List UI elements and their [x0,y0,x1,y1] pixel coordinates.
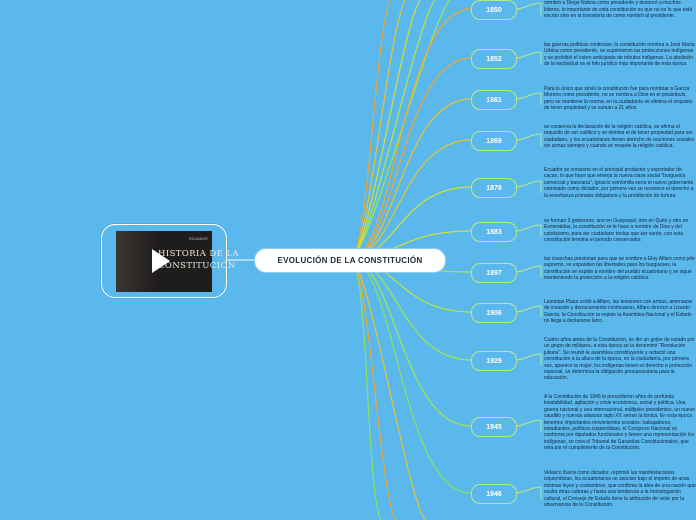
branch-text-1883: se forman 3 gobiernos, uno en Guayaquil, otro en Quito y otro en Esmeraldas, la constitución se le hace a nombre de Dios y del catolicismo, para ser ciudadano tenías que ser varón, con esta constitución termina el periodo conservador. [544,218,689,244]
year-node-1861[interactable] [471,90,517,110]
branch-text-1852: las guerras políticas continúan, la constitución nombra a José María Urbina como presidente, se suprimieron las protecciones indígenas y se prohibió el cobro anticipado de tributos indígenas. La abolición de la esclavitud es el hito jurídico más importante de esta época. [544,42,695,68]
central-topic-label: EVOLUCIÓN DE LA CONSTITUCIÓN [277,256,423,265]
year-label: 1929 [486,357,502,365]
year-label: 1861 [486,96,502,104]
branch-connector-offscreen [350,0,410,259]
branch-text-1878: Ecuador se convierte en el principal productor y exportador de cacao, lo que hace que emerja la nueva clase social "burguesía comercial y bancaria", Ignacio veintimilla sería el nuevo gobernante nominado como dictador, por primera vez se reconoce el derecho a la enseñanza primaria obligatoria y la prohibición de tortura. [544,167,694,199]
year-label: 1878 [486,184,502,192]
branch-connector-offscreen [350,259,400,520]
video-corner-label: ECUADOR [189,237,208,241]
branch-text-1946: Velasco Ibarra como dictador, reprimió las manifestaciones izquierdistas, los ecuatorianos se asocian bajo el imperio de unas mismas leyes y costumbres, que confirma la idea de una nación que oculta otras culturas y hasta una tendencia a la homologación cultural, el Consejo de Estado tiene la atribución de velar por la observancia de la Constitución. [544,470,696,509]
text-connector [515,3,541,15]
year-node-1869[interactable] [471,131,517,151]
year-node-1878[interactable] [471,178,517,198]
text-connector [515,52,541,64]
video-card[interactable] [101,224,239,298]
text-connector [515,306,541,318]
video-title-line1: HISTORIA DE LA [158,249,239,259]
year-label: 1852 [486,55,502,63]
text-connector [515,354,541,366]
year-label: 1946 [486,490,502,498]
branch-text-1861: Para lo único que sirvió la constitución fue para nombrar a García Moreno como presidente, no se nombra a Dios en el preámbulo, pero se mantiene la norma, en la ciudadanía se elimina el requisito de tener propiedad y se suman a 21 años. [544,86,693,112]
branch-connector-offscreen [350,0,395,259]
year-label: 1869 [486,137,502,145]
branch-connector [350,99,471,259]
year-label: 1850 [486,6,502,14]
year-label: 1945 [486,423,502,431]
video-thumbnail[interactable] [116,231,239,292]
video-title-line2: CONSTITUCIÓN [158,261,236,271]
branch-text-1906: Leonidas Plaza cedió a Alfaro, las tensiones con armas, amenazas de invasión y derrocamiento continuaron, Alfaro derrocó a Lizardo García, la Constitución la expide la Asamblea Nacional y el Estado no llega a declararse laico. [544,299,693,325]
branch-text-1869: se conserva la declaración de la religión católica, se afirma el requisito de ser católico y se elimina el de tener propiedad para ser ciudadano, y los ecuatorianos tienen derecho de reuniones sociales sin armas siempre y cuando se respete la religión católica. [544,124,695,150]
year-label: 1906 [486,309,502,317]
branch-text-1945: A la Constitución de 1945 le precedieron años de profunda inestabilidad, agitación y crisis económica, social y política. Una guerra nacional y una internacional, múltiples presidentes, un nuevo caudillo y nuevas alianzas siglo XX serían la tónica. En esta época tenemos importantes movimientos sociales: trabajadores, estudiantes, políticos izquierdistas, el Congreso Nacional se conforma por diputados funcionales y tienen una representación los indígenas, se crea el Tribunal de Garantías Constitucionales, que vela por el cumplimiento de la Constitución. [544,394,695,452]
text-connector [515,181,541,193]
year-node-1883[interactable] [471,222,517,242]
branch-connector [350,259,471,493]
year-label: 1883 [486,228,502,236]
branch-text-1850: nombró a Diego Noboa como presidente y desterró a muchos líderes, lo importante de esta constitución es que no es lo que está escrito sino en la transitoria de como nombró al presidente. [544,0,693,20]
text-connector [515,134,541,146]
text-connector [515,266,541,278]
year-node-1850[interactable] [471,0,517,20]
year-label: 1897 [486,269,502,277]
text-connector [515,93,541,105]
branch-text-1897: las cosechas presionan para que se nombre a Eloy Alfaro como jefe supremo, se expanden las libertades para los burgueses, la constitución se expide a nombre del pueblo ecuatoriano y se sigue manteniendo la protección a la religión católica. [544,256,695,282]
branch-connector-offscreen [350,0,425,259]
year-node-1946[interactable] [471,484,517,504]
central-topic[interactable] [254,248,446,273]
play-icon[interactable] [152,249,170,273]
year-node-1906[interactable] [471,303,517,323]
text-connector [515,487,541,499]
year-node-1945[interactable] [471,417,517,437]
year-node-1929[interactable] [471,351,517,371]
thumbnail-shading [116,231,156,292]
text-connector [515,420,541,432]
text-connector [515,225,541,237]
branch-text-1929: Cuatro años antes de la Constitución, se dio un golpe de estado por un grupo de militares, a esta época se la denominó "Revolución juliana". Se reunió la asamblea constituyente y redactó una constitución a la altura de la época, en la ciudadanía, por primera vez, aparece la mujer, los indígenas tienen el derecho a protección especial, se determina la obligación presupuestaria para la educación. [544,337,695,382]
year-node-1852[interactable] [471,49,517,69]
year-node-1897[interactable] [471,263,517,283]
